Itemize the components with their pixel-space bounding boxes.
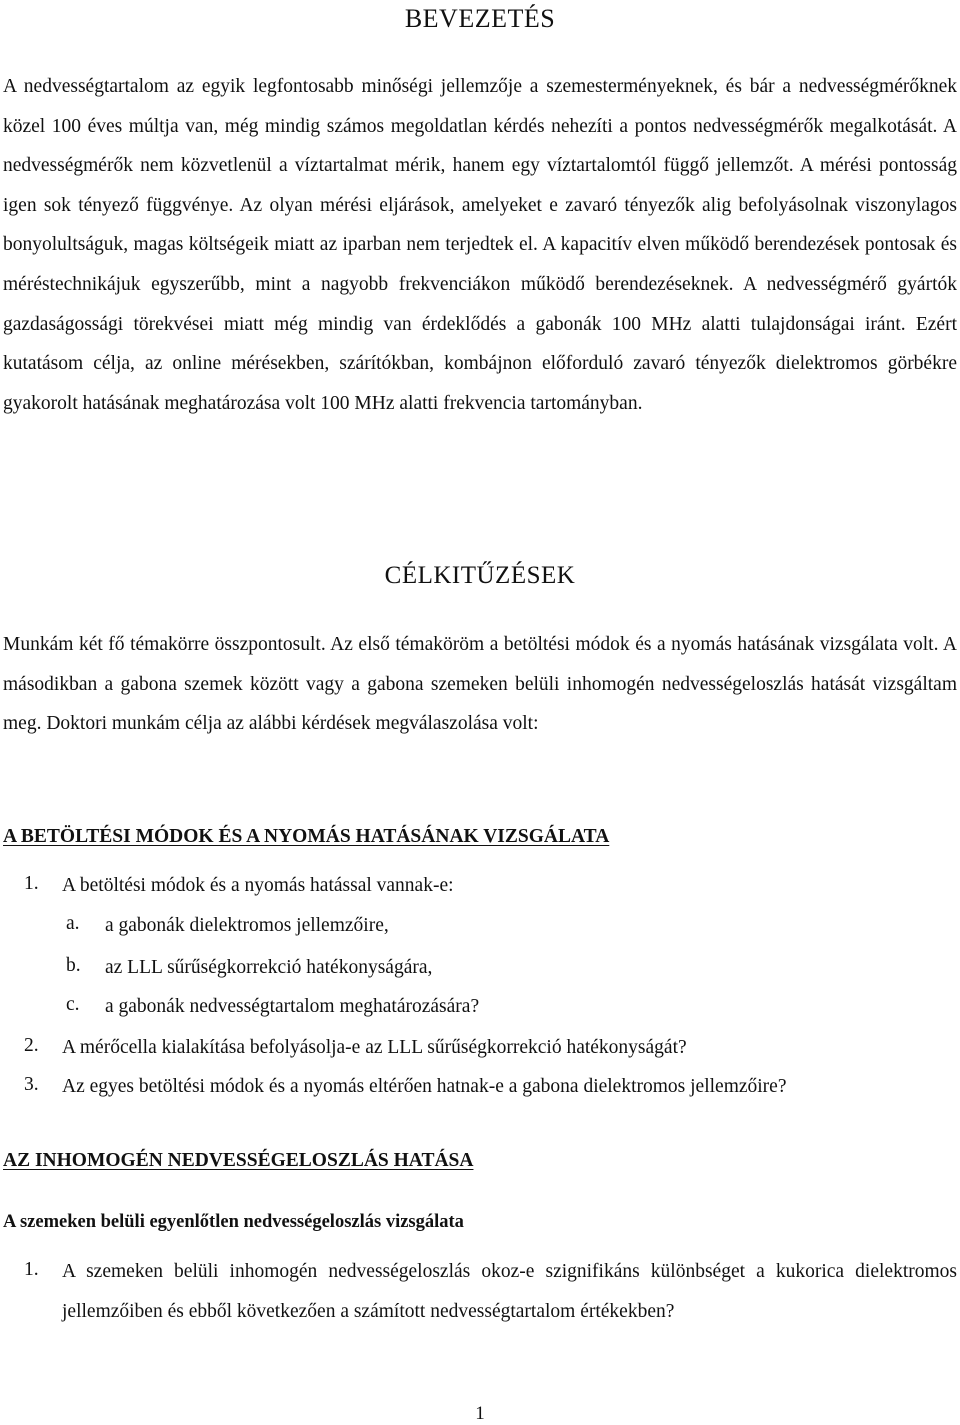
list-item-number: 1. bbox=[24, 873, 39, 894]
goals-title: CÉLKITŰZÉSEK bbox=[384, 562, 576, 589]
list-item-number: 1. bbox=[24, 1259, 39, 1280]
intro-paragraph: A nedvességtartalom az egyik legfontosabb minőségi jellemzője a szemesterményeknek, és bár a nedvességmérőknek közel 100 éves múltja van, még mindig számos megoldatlan kérdés nehezíti a pontos nedvességmérők megalkotását. A nedvességmérők nem közvetlenül a víztartalmat mérik, hanem egy víztartalomtól függő jellemzőt. A mérési pontosság igen sok tényező függvénye. Az olyan mérési eljárások, amelyeket e zavaró tényezők alig befolyásolnak viszonylagos bonyolultságuk, magas költségeik miatt az iparban nem terjedtek el. A kapacitív elven működő berendezések pontosak és méréstechnikájuk egyszerűbb, mint a nagyobb frekvenciákon működő berendezéseknek. A nedvességmérő gyártók gazdaságossági törekvései miatt még mindig van érdeklődés a gabonák 100 MHz alatti tulajdonságai iránt. Ezért kutatásom célja, az online mérésekben, szárítókban, kombájnon előforduló zavaró tényezők dielektromos görbékre gyakorolt hatásának meghatározása volt 100 MHz alatti frekvencia tartományban. bbox=[3, 76, 957, 414]
intro-title: BEVEZETÉS bbox=[404, 4, 556, 33]
list-item-text: A szemeken belüli inhomogén nedvességeloszlás okoz-e szignifikáns különbséget a kukorica dielektromos jellemzőiben és ebből következően a számított nedvességtartalom értékekben? bbox=[62, 1261, 957, 1322]
sub-list-item-letter: b. bbox=[66, 955, 81, 976]
goals-paragraph: Munkám két fő témakörre összpontosult. Az első témaköröm a betöltési módok és a nyomás hatásának vizsgálata volt. A másodikban a gabona szemek között vagy a gabona szemeken belüli inhomogén nedvességeloszlás hatását vizsgáltam meg. Doktori munkám célja az alábbi kérdések megválaszolása volt: bbox=[3, 634, 957, 735]
page-number: 1 bbox=[475, 1403, 485, 1424]
list-item-number: 2. bbox=[24, 1035, 39, 1056]
list-item-text: Az egyes betöltési módok és a nyomás eltérően hatnak-e a gabona dielektromos jellemzőire? bbox=[62, 1076, 787, 1097]
sub-list-item-text: a gabonák dielektromos jellemzőire, bbox=[105, 915, 389, 936]
sub-list-item-text: a gabonák nedvességtartalom meghatározására? bbox=[105, 996, 480, 1017]
sub-list-item-letter: c. bbox=[66, 994, 80, 1015]
list-item-text: A mérőcella kialakítása befolyásolja-e az LLL sűrűségkorrekció hatékonyságát? bbox=[62, 1037, 687, 1058]
section2-heading: AZ INHOMOGÉN NEDVESSÉGELOSZLÁS HATÁSA bbox=[3, 1150, 474, 1171]
list-item-text: A betöltési módok és a nyomás hatással vannak-e: bbox=[62, 875, 454, 896]
sub-list-item-letter: a. bbox=[66, 913, 80, 934]
list-item-number: 3. bbox=[24, 1074, 39, 1095]
sub-list-item-text: az LLL sűrűségkorrekció hatékonyságára, bbox=[105, 957, 433, 978]
section2-subheading: A szemeken belüli egyenlőtlen nedvességeloszlás vizsgálata bbox=[3, 1212, 464, 1232]
section1-heading: A BETÖLTÉSI MÓDOK ÉS A NYOMÁS HATÁSÁNAK VIZSGÁLATA bbox=[3, 826, 610, 847]
